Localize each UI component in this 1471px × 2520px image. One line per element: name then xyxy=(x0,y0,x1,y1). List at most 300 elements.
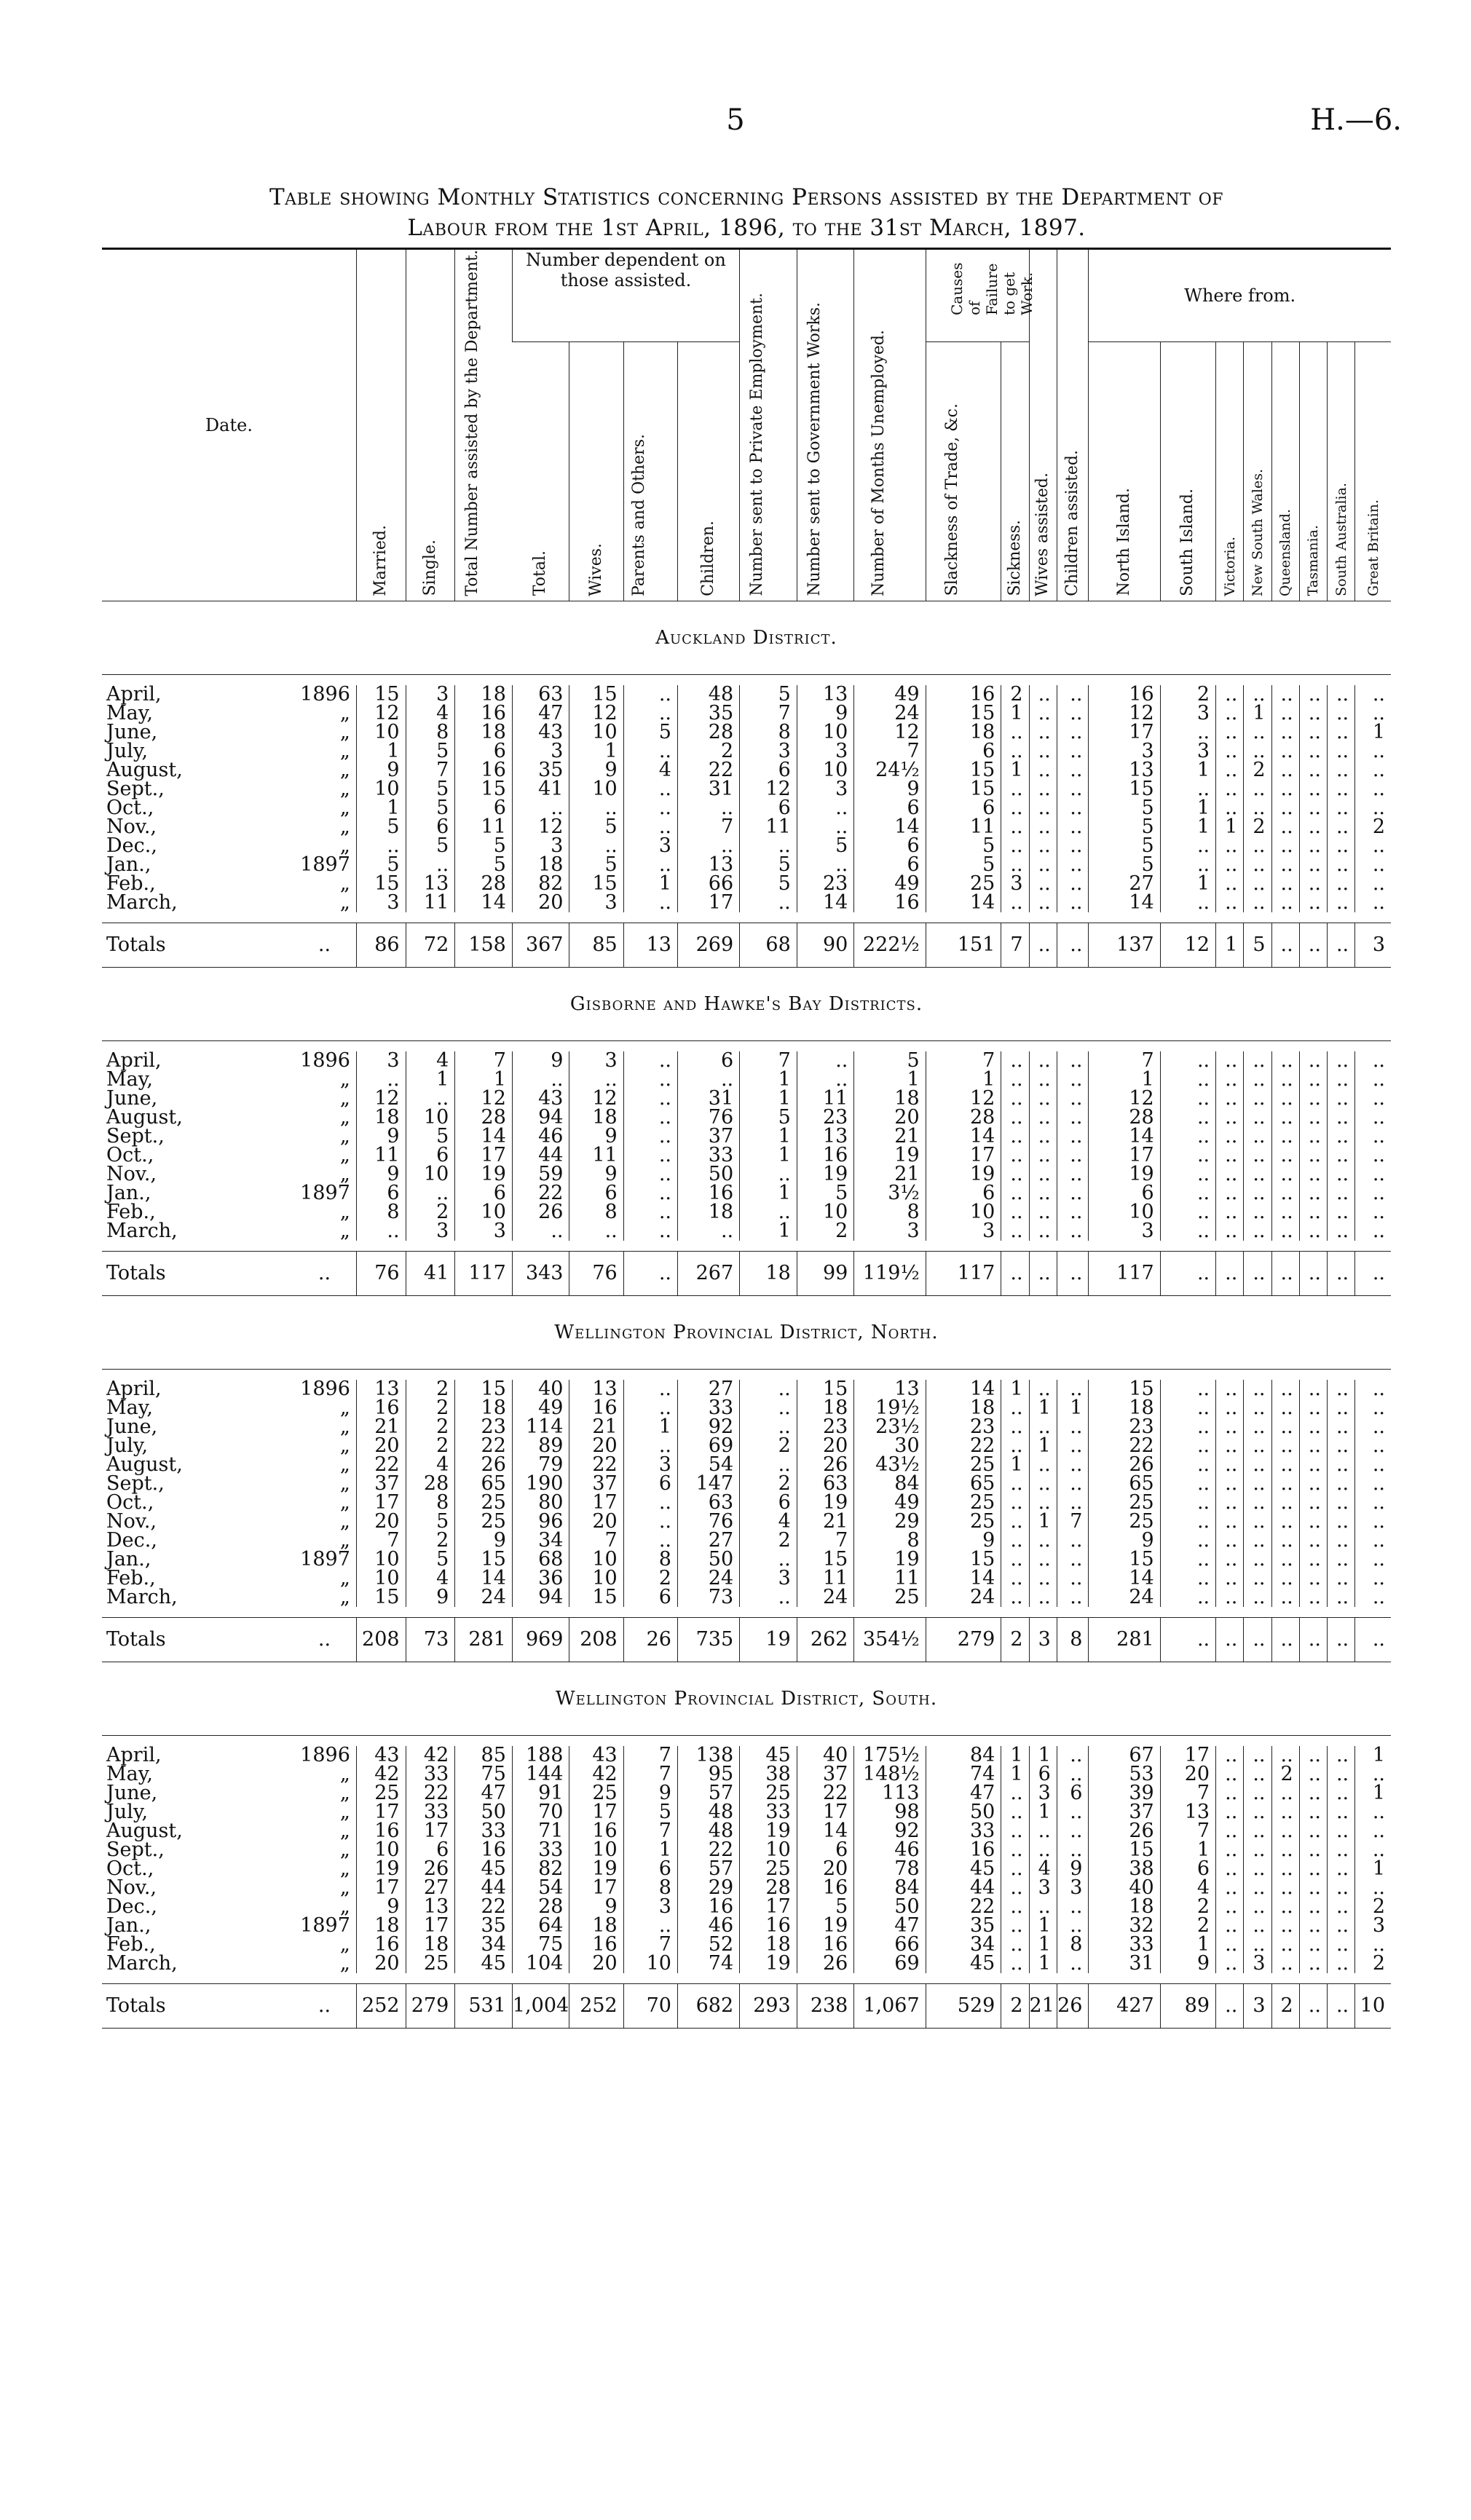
table-cell: 7 xyxy=(1160,1784,1215,1803)
totals-cell: .. xyxy=(293,1251,356,1295)
table-cell: .. xyxy=(1216,1184,1244,1203)
table-cell: .. xyxy=(1299,1841,1327,1860)
table-cell: 1 xyxy=(1001,761,1029,780)
table-cell: 33 xyxy=(406,1803,455,1822)
table-cell: 33 xyxy=(677,1399,739,1418)
table-cell: 31 xyxy=(677,1089,739,1108)
table-cell: .. xyxy=(1299,1512,1327,1531)
row-year: „ xyxy=(339,1067,350,1091)
table-cell: 7 xyxy=(623,1935,677,1954)
table-cell: .. xyxy=(1160,1165,1215,1184)
table-cell: .. xyxy=(1271,799,1299,818)
table-cell: 15 xyxy=(455,1550,513,1569)
row-year: „ xyxy=(339,1124,350,1148)
table-cell: .. xyxy=(1244,1803,1271,1822)
table-cell: .. xyxy=(1216,1127,1244,1146)
table-cell: .. xyxy=(623,1222,677,1241)
table-cell: 20 xyxy=(356,1512,406,1531)
table-cell: 188 xyxy=(512,1746,569,1765)
table-cell: .. xyxy=(1327,1203,1354,1222)
totals-cell: 208 xyxy=(356,1617,406,1662)
table-cell: .. xyxy=(1057,818,1089,837)
table-cell: 1 xyxy=(1160,1841,1215,1860)
table-cell: .. xyxy=(1355,1380,1391,1399)
row-year: „ xyxy=(339,815,350,838)
table-cell: 50 xyxy=(455,1803,513,1822)
table-cell: .. xyxy=(1216,1418,1244,1437)
totals-row xyxy=(102,1617,1391,1662)
table-row xyxy=(102,685,1391,704)
row-month: Sept., xyxy=(106,1472,165,1495)
table-cell: 5 xyxy=(740,685,797,704)
table-cell: .. xyxy=(1271,1399,1299,1418)
table-cell: .. xyxy=(1001,723,1029,742)
table-cell: .. xyxy=(1244,1070,1271,1089)
table-cell: .. xyxy=(1271,1455,1299,1474)
table-row xyxy=(102,742,1391,761)
table-cell: .. xyxy=(623,893,677,912)
table-cell: 13 xyxy=(569,1380,623,1399)
table-cell: 5 xyxy=(797,837,854,856)
table-cell: 67 xyxy=(1089,1746,1160,1765)
table-cell: 3 xyxy=(569,893,623,912)
table-cell: .. xyxy=(1355,742,1391,761)
table-cell: 1 xyxy=(569,742,623,761)
totals-cell: 267 xyxy=(677,1251,739,1295)
totals-cell: 969 xyxy=(512,1617,569,1662)
table-cell: 34 xyxy=(455,1935,513,1954)
spacer-row xyxy=(102,912,1391,923)
table-cell: .. xyxy=(1160,723,1215,742)
table-cell: .. xyxy=(1271,780,1299,799)
table-cell: .. xyxy=(677,837,739,856)
table-cell: 25 xyxy=(356,1784,406,1803)
table-cell: 1 xyxy=(1244,704,1271,723)
table-cell: .. xyxy=(1057,893,1089,912)
table-cell: 22 xyxy=(406,1784,455,1803)
table-cell: 18 xyxy=(1089,1399,1160,1418)
table-cell: .. xyxy=(677,1222,739,1241)
table-cell: 28 xyxy=(740,1879,797,1897)
totals-cell: .. xyxy=(1029,923,1057,967)
row-month: June, xyxy=(106,720,158,743)
table-cell: .. xyxy=(740,1588,797,1607)
table-cell: 1 xyxy=(1057,1399,1089,1418)
table-row xyxy=(102,1512,1391,1531)
table-cell: 24 xyxy=(854,704,926,723)
table-cell: 18 xyxy=(854,1089,926,1108)
table-cell: 1 xyxy=(1160,1935,1215,1954)
table-cell: .. xyxy=(1029,1165,1057,1184)
table-cell: 41 xyxy=(512,780,569,799)
totals-cell: 3 xyxy=(1244,1983,1271,2028)
table-cell: .. xyxy=(1327,1550,1354,1569)
table-cell: .. xyxy=(1327,1822,1354,1841)
table-cell: 13 xyxy=(1089,761,1160,780)
table-cell: .. xyxy=(1057,1550,1089,1569)
table-cell: .. xyxy=(1001,837,1029,856)
table-cell: 21 xyxy=(569,1418,623,1437)
table-cell: .. xyxy=(740,1455,797,1474)
table-cell: 25 xyxy=(926,1512,1001,1531)
table-cell: .. xyxy=(1244,1569,1271,1588)
table-cell: 14 xyxy=(926,1127,1001,1146)
table-cell: .. xyxy=(1299,1765,1327,1784)
table-cell: 11 xyxy=(926,818,1001,837)
table-cell: .. xyxy=(1216,780,1244,799)
table-cell: .. xyxy=(1001,1860,1029,1879)
row-month: Oct., xyxy=(106,796,154,819)
table-cell: .. xyxy=(1299,1569,1327,1588)
table-cell: 59 xyxy=(512,1165,569,1184)
table-cell: 1 xyxy=(740,1184,797,1203)
table-cell: 10 xyxy=(797,1203,854,1222)
table-cell: 25 xyxy=(406,1954,455,1973)
totals-cell: .. xyxy=(1299,1983,1327,2028)
totals-cell: .. xyxy=(1244,1251,1271,1295)
totals-cell: .. xyxy=(293,923,356,967)
table-cell: .. xyxy=(1029,1588,1057,1607)
table-cell: 175½ xyxy=(854,1746,926,1765)
table-cell: 74 xyxy=(926,1765,1001,1784)
table-cell: .. xyxy=(1327,1399,1354,1418)
totals-cell: 76 xyxy=(356,1251,406,1295)
table-cell: .. xyxy=(1299,1165,1327,1184)
table-row xyxy=(102,1089,1391,1108)
table-cell: 12 xyxy=(356,1089,406,1108)
table-cell: 8 xyxy=(740,723,797,742)
table-cell: .. xyxy=(1216,1765,1244,1784)
table-cell: .. xyxy=(1001,1146,1029,1165)
table-cell: .. xyxy=(1299,1108,1327,1127)
totals-cell: .. xyxy=(1160,1251,1215,1295)
table-cell: .. xyxy=(1355,1841,1391,1860)
table-cell: .. xyxy=(1001,1550,1029,1569)
table-cell: .. xyxy=(623,1493,677,1512)
table-cell: .. xyxy=(1327,893,1354,912)
row-year: „ xyxy=(339,1472,350,1495)
row-month: April, xyxy=(106,682,162,706)
row-year: „ xyxy=(339,1143,350,1166)
table-cell: .. xyxy=(1327,742,1354,761)
table-cell: .. xyxy=(1299,1070,1327,1089)
table-cell: .. xyxy=(797,799,854,818)
table-cell: 71 xyxy=(512,1822,569,1841)
table-cell: 21 xyxy=(854,1127,926,1146)
table-cell: 1 xyxy=(740,1089,797,1108)
table-cell: .. xyxy=(1216,1916,1244,1935)
table-cell: .. xyxy=(1029,818,1057,837)
row-month: July, xyxy=(106,1800,149,1823)
section-title: Wellington Provincial District, North. xyxy=(554,1321,939,1343)
table-cell: 16 xyxy=(797,1879,854,1897)
totals-row xyxy=(102,1983,1391,2028)
table-cell: 15 xyxy=(356,874,406,893)
totals-cell: 3 xyxy=(1029,1617,1057,1662)
table-cell: 50 xyxy=(926,1803,1001,1822)
table-cell: 13 xyxy=(797,1127,854,1146)
table-cell: .. xyxy=(1244,1916,1271,1935)
table-cell: 1 xyxy=(1355,723,1391,742)
table-cell: 14 xyxy=(926,893,1001,912)
row-year: „ xyxy=(339,1566,350,1589)
table-cell: 9 xyxy=(623,1784,677,1803)
table-cell: 2 xyxy=(406,1203,455,1222)
table-cell: 15 xyxy=(926,780,1001,799)
table-cell: .. xyxy=(1327,1569,1354,1588)
table-cell: 26 xyxy=(1089,1822,1160,1841)
totals-cell: .. xyxy=(1216,1617,1244,1662)
table-cell: 5 xyxy=(740,1108,797,1127)
table-cell: 10 xyxy=(406,1165,455,1184)
table-cell: .. xyxy=(1057,723,1089,742)
row-month: Jan., xyxy=(106,1181,151,1204)
table-cell: 17 xyxy=(1160,1746,1215,1765)
table-cell: 14 xyxy=(926,1569,1001,1588)
table-cell: 5 xyxy=(623,1803,677,1822)
row-year: „ xyxy=(339,872,350,895)
totals-cell: 117 xyxy=(926,1251,1001,1295)
table-cell: 26 xyxy=(512,1203,569,1222)
table-cell: 17 xyxy=(926,1146,1001,1165)
table-cell: 16 xyxy=(926,685,1001,704)
table-cell: 45 xyxy=(455,1954,513,1973)
table-cell: .. xyxy=(677,799,739,818)
table-cell: .. xyxy=(1057,1051,1089,1070)
table-cell: .. xyxy=(569,837,623,856)
section-title-row xyxy=(102,967,1391,1040)
table-cell: 5 xyxy=(797,1897,854,1916)
table-cell: .. xyxy=(1057,1569,1089,1588)
table-cell: .. xyxy=(1029,799,1057,818)
row-year: „ xyxy=(339,720,350,743)
table-cell: 6 xyxy=(740,1493,797,1512)
row-month: March, xyxy=(106,1585,178,1608)
totals-cell: 158 xyxy=(455,923,513,967)
table-cell: 10 xyxy=(1089,1203,1160,1222)
table-cell: .. xyxy=(1355,799,1391,818)
table-cell: 1 xyxy=(406,1070,455,1089)
table-cell: .. xyxy=(1327,1051,1354,1070)
table-cell: .. xyxy=(623,1165,677,1184)
table-cell: 66 xyxy=(677,874,739,893)
page-code: H.—6. xyxy=(1310,103,1402,137)
section-title: Gisborne and Hawke's Bay Districts. xyxy=(569,992,923,1015)
table-cell: .. xyxy=(1216,1841,1244,1860)
table-cell: .. xyxy=(1299,1860,1327,1879)
col-wives-assisted: Wives assisted. xyxy=(1033,472,1052,596)
totals-cell: 1,004 xyxy=(512,1983,569,2028)
table-cell: 8 xyxy=(356,1203,406,1222)
table-cell: 3 xyxy=(1160,742,1215,761)
table-cell: .. xyxy=(1299,1474,1327,1493)
totals-cell: 99 xyxy=(797,1251,854,1295)
table-cell: 50 xyxy=(677,1165,739,1184)
table-cell: .. xyxy=(1299,1897,1327,1916)
table-cell: 21 xyxy=(797,1512,854,1531)
table-cell: 39 xyxy=(1089,1784,1160,1803)
table-row xyxy=(102,780,1391,799)
col-date: Date. xyxy=(205,414,253,435)
table-cell: .. xyxy=(1327,1089,1354,1108)
table-cell: 7 xyxy=(677,818,739,837)
table-cell: .. xyxy=(740,1380,797,1399)
row-year: „ xyxy=(339,1434,350,1457)
table-cell: 148½ xyxy=(854,1765,926,1784)
table-cell: 3 xyxy=(455,1222,513,1241)
table-cell: 34 xyxy=(926,1935,1001,1954)
table-body xyxy=(102,601,1391,2028)
table-cell: 18 xyxy=(455,685,513,704)
table-cell: .. xyxy=(1029,1051,1057,1070)
table-row xyxy=(102,1746,1391,1765)
row-month: Nov., xyxy=(106,1509,157,1533)
table-cell: 54 xyxy=(677,1455,739,1474)
table-cell: .. xyxy=(1001,856,1029,874)
row-month: Nov., xyxy=(106,1876,157,1899)
table-cell: 25 xyxy=(740,1860,797,1879)
table-cell: 3 xyxy=(623,1455,677,1474)
table-cell: 6 xyxy=(1089,1184,1160,1203)
table-cell: .. xyxy=(1244,1512,1271,1531)
table-cell: .. xyxy=(1216,1380,1244,1399)
table-cell: 23 xyxy=(797,874,854,893)
table-cell: .. xyxy=(1299,1493,1327,1512)
table-cell: .. xyxy=(356,837,406,856)
totals-cell: 68 xyxy=(740,923,797,967)
totals-cell: .. xyxy=(293,1983,356,2028)
table-cell: .. xyxy=(1244,1127,1271,1146)
table-cell: 50 xyxy=(677,1550,739,1569)
table-cell: 5 xyxy=(455,856,513,874)
table-cell: .. xyxy=(740,1203,797,1222)
totals-cell: .. xyxy=(1160,1617,1215,1662)
table-cell: .. xyxy=(1160,1588,1215,1607)
table-cell: 16 xyxy=(356,1822,406,1841)
table-cell: 46 xyxy=(677,1916,739,1935)
table-cell: .. xyxy=(1244,893,1271,912)
table-cell: .. xyxy=(1057,1954,1089,1973)
row-year: 1896 xyxy=(300,1048,350,1072)
totals-cell: 269 xyxy=(677,923,739,967)
totals-cell: 41 xyxy=(406,1251,455,1295)
table-cell: .. xyxy=(1327,1146,1354,1165)
table-cell: 2 xyxy=(1244,761,1271,780)
table-cell: 24 xyxy=(455,1588,513,1607)
table-cell: 16 xyxy=(1089,685,1160,704)
table-cell: 13 xyxy=(677,856,739,874)
table-cell: .. xyxy=(1160,1474,1215,1493)
table-cell: 10 xyxy=(356,723,406,742)
table-cell: .. xyxy=(1271,1879,1299,1897)
table-cell: .. xyxy=(1327,799,1354,818)
table-cell: 48 xyxy=(677,685,739,704)
table-cell: 6 xyxy=(1029,1765,1057,1784)
table-cell: .. xyxy=(1299,893,1327,912)
table-cell: 4 xyxy=(740,1512,797,1531)
table-cell: .. xyxy=(1029,1089,1057,1108)
table-cell: .. xyxy=(1057,1418,1089,1437)
row-year: „ xyxy=(339,834,350,857)
table-cell: 4 xyxy=(623,761,677,780)
table-cell: 3 xyxy=(1244,1954,1271,1973)
table-cell: 32 xyxy=(1089,1916,1160,1935)
table-cell: .. xyxy=(1299,723,1327,742)
table-cell: .. xyxy=(623,1127,677,1146)
table-cell: 9 xyxy=(797,704,854,723)
table-cell: 70 xyxy=(512,1803,569,1822)
table-cell: .. xyxy=(677,1070,739,1089)
table-cell: .. xyxy=(623,1203,677,1222)
table-cell: 21 xyxy=(854,1165,926,1184)
table-cell: .. xyxy=(1160,1399,1215,1418)
table-cell: 23 xyxy=(455,1418,513,1437)
table-cell: 17 xyxy=(797,1803,854,1822)
table-cell: 22 xyxy=(455,1897,513,1916)
table-cell: 144 xyxy=(512,1765,569,1784)
table-row xyxy=(102,874,1391,893)
table-cell: 10 xyxy=(569,780,623,799)
table-cell: 28 xyxy=(1089,1108,1160,1127)
table-cell: 28 xyxy=(677,723,739,742)
table-cell: 2 xyxy=(1160,1897,1215,1916)
table-cell: .. xyxy=(1299,1550,1327,1569)
table-cell: .. xyxy=(1057,685,1089,704)
table-cell: 14 xyxy=(1089,1127,1160,1146)
table-row xyxy=(102,1455,1391,1474)
table-cell: 15 xyxy=(797,1380,854,1399)
totals-cell: .. xyxy=(1327,1251,1354,1295)
totals-row xyxy=(102,923,1391,967)
table-cell: .. xyxy=(1355,837,1391,856)
table-cell: 47 xyxy=(512,704,569,723)
table-cell: .. xyxy=(1244,742,1271,761)
row-month: Nov., xyxy=(106,815,157,838)
table-cell: .. xyxy=(1271,1380,1299,1399)
table-cell: .. xyxy=(1271,1203,1299,1222)
totals-cell: .. xyxy=(1327,1983,1354,2028)
table-cell: 3 xyxy=(740,742,797,761)
table-cell: 9 xyxy=(1057,1860,1089,1879)
table-cell: 1 xyxy=(1001,1765,1029,1784)
table-cell: .. xyxy=(1355,1550,1391,1569)
table-cell: .. xyxy=(1001,1108,1029,1127)
table-cell: .. xyxy=(1244,1222,1271,1241)
table-cell: .. xyxy=(623,1380,677,1399)
table-row xyxy=(102,1897,1391,1916)
table-cell: .. xyxy=(623,1089,677,1108)
table-cell: 9 xyxy=(569,761,623,780)
table-cell: 1 xyxy=(1029,1916,1057,1935)
table-cell: 25 xyxy=(926,1493,1001,1512)
table-cell: 5 xyxy=(406,1550,455,1569)
table-cell: .. xyxy=(1271,818,1299,837)
table-cell: .. xyxy=(1299,742,1327,761)
table-cell: .. xyxy=(1057,1455,1089,1474)
totals-cell: 281 xyxy=(455,1617,513,1662)
table-cell: .. xyxy=(623,1184,677,1203)
table-cell: 6 xyxy=(623,1860,677,1879)
table-cell: .. xyxy=(1244,1550,1271,1569)
table-cell: 15 xyxy=(1089,780,1160,799)
table-cell: .. xyxy=(1327,1588,1354,1607)
table-cell: 6 xyxy=(623,1474,677,1493)
table-cell: .. xyxy=(1216,1203,1244,1222)
table-cell: 6 xyxy=(406,818,455,837)
table-cell: .. xyxy=(1327,1184,1354,1203)
section-title-row xyxy=(102,601,1391,674)
table-cell: .. xyxy=(623,1437,677,1455)
